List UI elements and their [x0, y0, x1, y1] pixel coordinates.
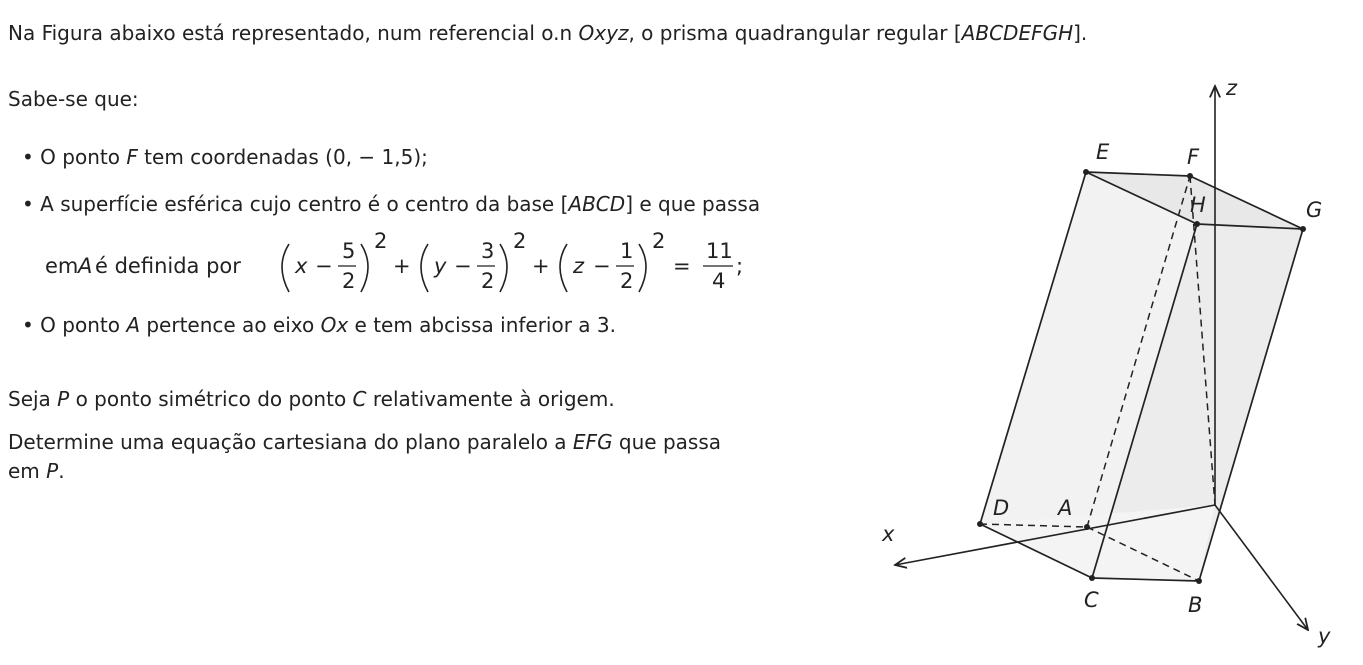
- bullet-3-text: O ponto: [40, 313, 127, 337]
- label-vertex-E: E: [1096, 140, 1110, 164]
- question-line-2: [8, 457, 65, 486]
- seja-text: Seja: [8, 387, 58, 411]
- point-label: A: [126, 313, 140, 337]
- point-label: P: [57, 387, 70, 411]
- prism-name: ABCDEFGH: [961, 21, 1074, 45]
- eq-minus: −: [315, 254, 333, 278]
- intro-text-3: ].: [1073, 21, 1088, 45]
- vertex-dot-D: [977, 521, 983, 527]
- base-name: ABCD: [568, 192, 626, 216]
- vertex-dot-C: [1089, 575, 1095, 581]
- right-paren: [500, 244, 507, 292]
- point-label: P: [46, 459, 59, 483]
- bullet-1-text-2: tem coordenadas (0, − 1,5);: [137, 145, 428, 169]
- label-vertex-A: A: [1058, 496, 1073, 520]
- question-text-2: que passa: [612, 430, 721, 454]
- eq-x-exp: 2: [374, 229, 388, 253]
- seja-text-2: o ponto simétrico do ponto: [69, 387, 353, 411]
- known-heading: Sabe-se que:: [8, 87, 139, 111]
- eq-z-exp: 2: [652, 229, 666, 253]
- eq-y-var: y: [434, 254, 447, 278]
- left-paren: [421, 244, 428, 292]
- plane-name: EFG: [572, 430, 613, 454]
- eq-y-num: 3: [481, 239, 495, 263]
- bullet-dot: •: [22, 145, 34, 169]
- intro-paragraph: [8, 19, 1087, 48]
- left-paren: [560, 244, 567, 292]
- eq-rhs-den: 4: [712, 269, 726, 293]
- intro-text: Na Figura abaixo está representado, num referencial o.n: [8, 21, 579, 45]
- label-axis-x: x: [882, 522, 895, 546]
- bullet-2-text-2: ] e que passa: [625, 192, 761, 216]
- eq-prefix-text: é definida por: [95, 254, 241, 278]
- vertex-dot-A: [1084, 524, 1090, 530]
- bullet-2-text: A superfície esférica cujo centro é o centro da base [: [40, 192, 569, 216]
- axis-name: Ox: [320, 313, 349, 337]
- right-paren: [361, 244, 368, 292]
- label-vertex-D: D: [993, 496, 1010, 520]
- prism-figure: [870, 75, 1350, 660]
- eq-rhs-num: 11: [706, 239, 733, 263]
- eq-y-den: 2: [481, 269, 495, 293]
- seja-paragraph: [8, 385, 615, 414]
- bullet-3: [22, 311, 616, 340]
- eq-z-var: z: [573, 254, 585, 278]
- eq-point-a: A: [78, 254, 93, 278]
- eq-z-den: 2: [620, 269, 634, 293]
- question-text-3: em: [8, 459, 47, 483]
- sphere-equation: [45, 229, 785, 296]
- bullet-dot: •: [22, 313, 34, 337]
- vertex-dot-F: [1187, 173, 1193, 179]
- eq-minus: −: [454, 254, 472, 278]
- right-paren: [639, 244, 646, 292]
- eq-x-num: 5: [342, 239, 356, 263]
- eq-terminator: ;: [736, 254, 744, 278]
- eq-x-den: 2: [342, 269, 356, 293]
- bullet-3-text-3: e tem abcissa inferior a 3.: [348, 313, 617, 337]
- question-line-1: [8, 428, 721, 457]
- question-text: Determine uma equação cartesiana do plano paralelo a: [8, 430, 573, 454]
- label-vertex-G: G: [1306, 198, 1323, 222]
- eq-equals: =: [673, 254, 691, 278]
- vertex-dot-H: [1194, 221, 1200, 227]
- eq-z-num: 1: [620, 239, 634, 263]
- seja-text-3: relativamente à origem.: [366, 387, 615, 411]
- bullet-3-text-2: pertence ao eixo: [140, 313, 321, 337]
- label-axis-z: z: [1226, 76, 1238, 100]
- bullet-1: [22, 143, 428, 172]
- label-vertex-C: C: [1084, 588, 1099, 612]
- eq-y-exp: 2: [513, 229, 527, 253]
- vertex-dot-G: [1300, 226, 1306, 232]
- vertex-dot-B: [1196, 578, 1202, 584]
- label-vertex-B: B: [1188, 593, 1203, 617]
- left-paren: [282, 244, 289, 292]
- point-label: C: [352, 387, 367, 411]
- eq-prefix-em: em: [45, 254, 79, 278]
- eq-x-var: x: [295, 254, 308, 278]
- intro-text-2: , o prisma quadrangular regular [: [628, 21, 962, 45]
- bullet-2: [22, 190, 760, 219]
- y-axis: [1215, 505, 1308, 630]
- bullet-1-text: O ponto: [40, 145, 127, 169]
- vertex-dot-E: [1083, 169, 1089, 175]
- eq-plus-1: +: [393, 254, 411, 278]
- eq-minus: −: [593, 254, 611, 278]
- bullet-dot: •: [22, 192, 34, 216]
- question-text-4: .: [58, 459, 65, 483]
- eq-plus-2: +: [532, 254, 550, 278]
- point-label: F: [126, 145, 138, 169]
- label-axis-y: y: [1318, 624, 1331, 648]
- label-vertex-H: H: [1190, 193, 1206, 217]
- label-vertex-F: F: [1187, 145, 1200, 169]
- frame-name: Oxyz: [578, 21, 629, 45]
